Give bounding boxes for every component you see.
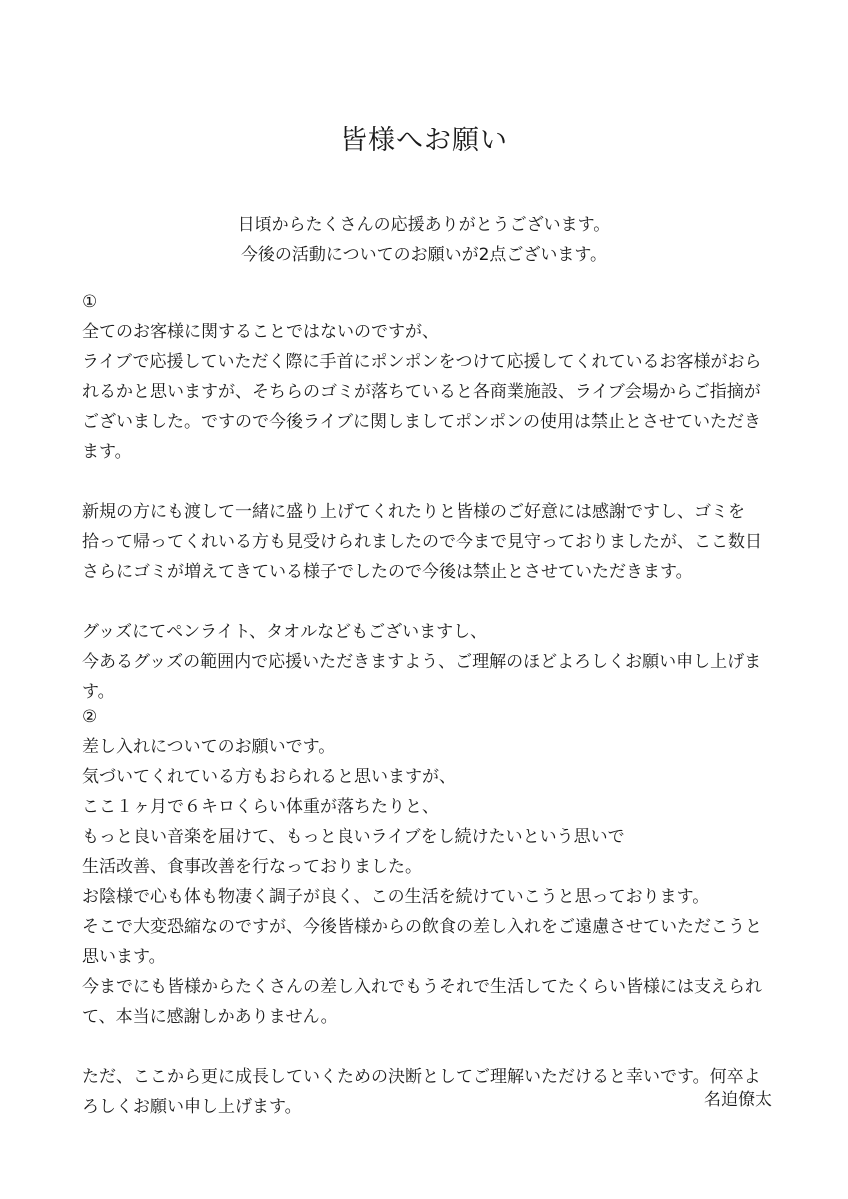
section-2 — [82, 702, 782, 1122]
intro-line: 今後の活動についてのお願いが2点ございます。 — [240, 245, 608, 265]
paragraph-line: ございました。ですので今後ライブに関しましてポンポンの使用は禁止とさせていただき — [82, 412, 761, 432]
paragraph-gap — [82, 587, 782, 617]
paragraph-line: もっと良い音楽を届けて、もっと良いライブをし続けたいという思いで — [82, 827, 625, 847]
paragraph-line: ただ、ここから更に成長していくための決断としてご理解いただけると幸いです。何卒よ — [82, 1067, 761, 1087]
paragraph-line: お陰様で心も体も物凄く調子が良く、この生活を続けていこうと思っております。 — [82, 887, 710, 907]
intro-block — [0, 210, 848, 270]
paragraph-line: さらにゴミが増えてきている様子でしたので今後は禁止とさせていただきます。 — [82, 562, 693, 582]
paragraph-line: 拾って帰ってくれいる方も見受けられましたので今まで見守っておりましたが、ここ数日 — [82, 532, 762, 552]
paragraph-line: 今までにも皆様からたくさんの差し入れでもうそれで生活してたくらい皆様には支えられ — [82, 977, 762, 997]
paragraph-line: 全てのお客様に関することではないのですが、 — [82, 322, 439, 342]
paragraph-line: す。 — [82, 682, 115, 702]
section-1 — [82, 287, 782, 707]
paragraph-line: 新規の方にも渡して一緒に盛り上げてくれたりと皆様のご好意には感謝ですし、ゴミを — [82, 502, 745, 522]
paragraph-line: グッズにてペンライト、タオルなどもございますし、 — [82, 622, 488, 642]
paragraph-line: ライブで応援していただく際に手首にポンポンをつけて応援してくれているお客様がおら — [82, 352, 762, 372]
signature: 名迫僚太 — [704, 1090, 772, 1110]
section-1-marker: ① — [82, 292, 98, 312]
intro-line: 日頃からたくさんの応援ありがとうございます。 — [237, 215, 611, 235]
paragraph-line: 思います。 — [82, 947, 166, 967]
paragraph-line: そこで大変恐縮なのですが、今後皆様からの飲食の差し入れをご遠慮させていただこうと — [82, 917, 762, 937]
paragraph-gap — [82, 467, 782, 497]
paragraph-line: ろしくお願い申し上げます。 — [82, 1097, 302, 1117]
paragraph-line: ここ１ヶ月で６キロくらい体重が落ちたりと、 — [82, 797, 439, 817]
page-title: 皆様へお願い — [340, 125, 508, 156]
paragraph-line: 生活改善、食事改善を行なっておりました。 — [82, 857, 422, 877]
paragraph-line: て、本当に感謝しかありません。 — [82, 1007, 338, 1027]
section-2-marker: ② — [82, 707, 98, 727]
paragraph-line: ます。 — [82, 442, 132, 462]
paragraph-line: 今あるグッズの範囲内で応援いただきますよう、ご理解のほどよろしくお願い申し上げま — [82, 652, 762, 672]
paragraph-line: れるかと思いますが、そちらのゴミが落ちていると各商業施設、ライブ会場からご指摘が — [82, 382, 761, 402]
paragraph-line: 気づいてくれている方もおられると思いますが、 — [82, 767, 456, 787]
paragraph-gap — [82, 1032, 782, 1062]
paragraph-line: 差し入れについてのお願いです。 — [82, 737, 336, 757]
